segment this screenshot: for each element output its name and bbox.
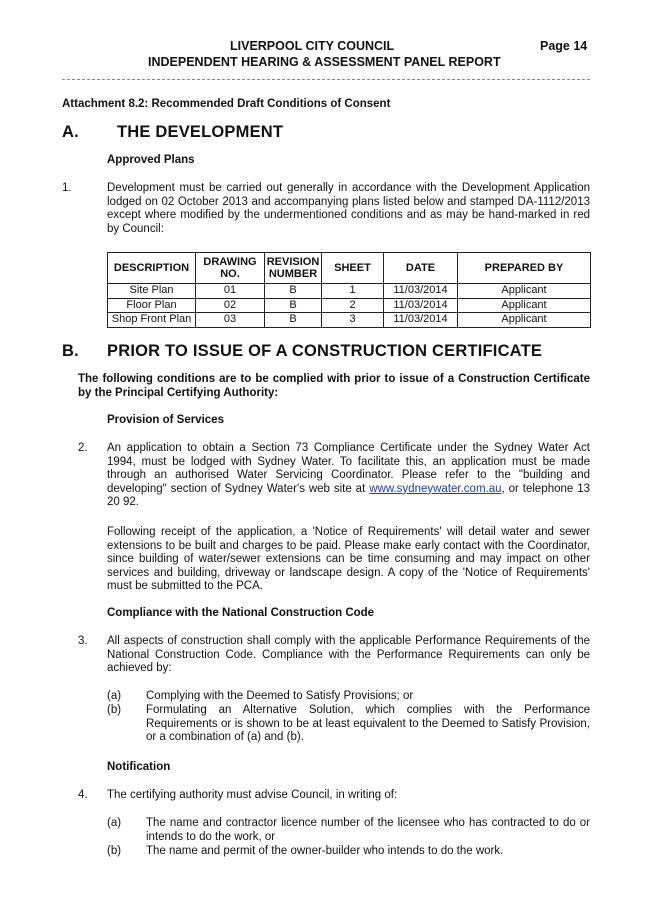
item-number: 4. [78,789,88,801]
header-council: LIVERPOOL CITY COUNCIL [230,39,395,53]
table-header-row [108,253,591,284]
table-cell: Floor Plan [108,298,196,313]
section-a-letter: A. [62,123,79,141]
table-row [108,284,591,299]
column-header: DRAWING NO. [196,253,265,284]
table-cell: 02 [196,298,265,313]
option-label: (b) [107,704,122,716]
header-page-number: Page 14 [540,39,588,53]
option-label: (a) [107,817,122,829]
table-cell: Applicant [458,298,591,313]
approved-plans-table [107,252,591,328]
column-header: DATE [384,253,458,284]
item-2-paragraph-2: Following receipt of the application, a 'Notice of Requirements' will detail water and sewer extensions to be built and charges to be paid. Please make early contact with the Coordinator, since building of water/sewer extensions can be time consuming and may impact on other services and building, driveway or landscape design. A copy of the 'Notice of Requirements' must be submitted to the PCA. [107,526,590,593]
item-2-paragraph-1 [107,442,590,510]
sydney-water-link[interactable]: www.sydneywater.com.au [369,482,502,495]
column-header: REVISION NUMBER [265,253,322,284]
column-header: SHEET [322,253,384,284]
item-2-text: An application to obtain a Section 73 Compliance Certificate under the Sydney Water Act 1994, must be lodged with Sydney Water. To facilitate this, an application must be made through an authorised Water Servicing Coordinator. Please refer to the "building and developing" section of Sydney Water's web site at [107,442,590,495]
table-cell: 01 [196,284,265,299]
option-text: Complying with the Deemed to Satisfy Provisions; or [146,690,414,702]
table-cell: Shop Front Plan [108,313,196,328]
item-3-text: All aspects of construction shall comply with the applicable Performance Requirements of the National Construction Code. Compliance with the Performance Requirements can only be achieved by: [107,635,590,675]
table-cell: 03 [196,313,265,328]
item-number: 2. [78,442,88,454]
option-label: (b) [107,845,122,857]
item-1-text: Development must be carried out generally in accordance with the Development Application lodged on 02 October 2013 and accompanying plans listed below and stamped DA-1112/2013 except where modified by the undermentioned conditions and as may be hand-marked in red by Council: [107,182,590,235]
table-cell: B [265,284,322,299]
header-divider [62,79,590,80]
table-cell: 11/03/2014 [384,313,458,328]
option-label: (a) [107,690,122,702]
column-header: DESCRIPTION [108,253,196,284]
notification-heading: Notification [107,761,171,773]
approved-plans-heading: Approved Plans [107,154,195,166]
item-2-text-end: , or telephone 13 20 92. [107,482,590,509]
option-text: The name and contractor licence number of the licensee who has contracted to do or intends to do the work, or [146,817,590,843]
attachment-title: Attachment 8.2: Recommended Draft Conditions of Consent [62,98,391,110]
table-cell: B [265,298,322,313]
item-number: 1. [62,182,72,194]
table-cell: B [265,313,322,328]
section-b-title: PRIOR TO ISSUE OF A CONSTRUCTION CERTIFICATE [107,342,543,360]
table-cell: Site Plan [108,284,196,299]
table-cell: 1 [322,284,384,299]
section-a-title: THE DEVELOPMENT [117,123,284,141]
option-text: The name and permit of the owner-builder who intends to do the work. [146,845,504,857]
table-cell: 3 [322,313,384,328]
item-4-text: The certifying authority must advise Council, in writing of: [107,789,398,801]
item-number: 3. [78,635,88,647]
option-text: Formulating an Alternative Solution, which complies with the Performance Requirements or is shown to be at least equivalent to the Deemed to Satisfy Provision, or a combination of (a) and (b). [146,704,590,744]
ncc-heading: Compliance with the National Construction Code [107,607,375,619]
table-row [108,313,591,328]
table-cell: Applicant [458,313,591,328]
table-row [108,298,591,313]
section-b-intro: The following conditions are to be complied with prior to issue of a Construction Certificate by the Principal Certifying Authority: [78,373,590,399]
table-cell: Applicant [458,284,591,299]
header-report-title: INDEPENDENT HEARING & ASSESSMENT PANEL REPORT [148,55,501,69]
column-header: PREPARED BY [458,253,591,284]
provision-of-services-heading: Provision of Services [107,414,224,426]
section-b-letter: B. [62,342,79,360]
table-cell: 11/03/2014 [384,298,458,313]
table-cell: 11/03/2014 [384,284,458,299]
table-cell: 2 [322,298,384,313]
